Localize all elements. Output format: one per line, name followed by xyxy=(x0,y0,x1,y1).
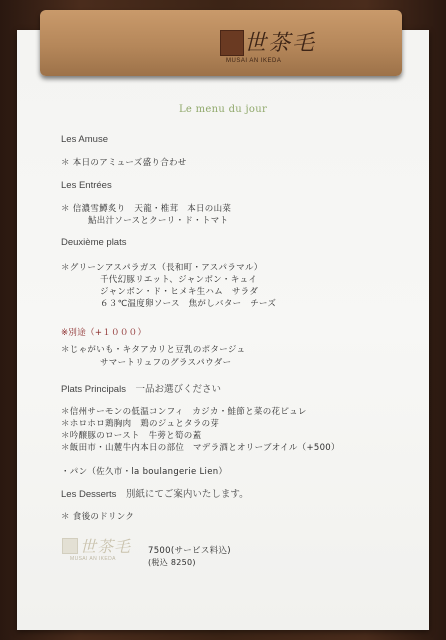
menu-item-drink: ＊ 食後のドリンク xyxy=(61,512,135,522)
section-heading-desserts: Les Desserts 別紙にてご案内いたします。 xyxy=(61,489,249,500)
menu-item-entrees-2: 鮎出汁ソースとクーリ・ド・トマト xyxy=(88,216,229,226)
menu-item-deuxieme-3: ジャンボン・ド・ヒメキ生ハム サラダ xyxy=(100,287,259,297)
section-heading-deuxieme: Deuxième plats xyxy=(61,237,127,248)
wooden-clipboard-header xyxy=(40,10,402,76)
restaurant-seal-logo xyxy=(220,30,244,56)
section-heading-principals: Plats Principals 一品お選びください xyxy=(61,384,221,395)
restaurant-logo-script: 世茶毛 xyxy=(244,31,317,56)
menu-item-bread: ・パン（佐久市・la boulangerie Lien） xyxy=(61,467,228,477)
price-line: 7500(サービス料込) xyxy=(148,546,231,556)
menu-item-deuxieme-2: 千代幻豚リエット、ジャンボン・キュイ xyxy=(100,275,258,285)
footer-seal-logo xyxy=(62,538,78,554)
section-heading-amuse: Les Amuse xyxy=(61,134,108,145)
menu-item-deuxieme-4: ６３℃温度卵ソース 焦がしバター チーズ xyxy=(100,299,277,309)
menu-item-amuse-1: ＊ 本日のアミューズ盛り合わせ xyxy=(61,158,187,168)
menu-item-principals-1: ＊信州サーモンの低温コンフィ カジカ・鮭節と菜の花ピュレ xyxy=(61,407,307,417)
footer-logo-script: 世茶毛 xyxy=(80,537,132,556)
section-heading-entrees: Les Entrées xyxy=(61,180,112,191)
menu-item-principals-4: ＊飯田市・山麓牛内本日の部位 マデラ酒とオリーブオイル（+500） xyxy=(61,443,340,453)
section-heading-extra: ※別途（+１０００） xyxy=(61,328,147,338)
menu-item-extra-2: サマートリュフのグラスパウダー xyxy=(100,358,232,368)
menu-title: Le menu du jour xyxy=(178,104,268,115)
tax-line: (税込 8250) xyxy=(148,558,196,567)
menu-item-extra-1: ＊じゃがいも・キタアカリと豆乳のポタージュ xyxy=(61,345,246,355)
restaurant-logo-subtitle: MUSAI AN IKEDA xyxy=(226,58,282,64)
footer-logo xyxy=(62,534,140,564)
footer-logo-subtitle: MUSAI AN IKEDA xyxy=(70,556,116,562)
menu-item-principals-2: ＊ホロホロ鶏胸肉 鶏のジュとタラの芽 xyxy=(61,419,220,429)
menu-item-entrees-1: ＊ 信濃雪鱒炙り 天龍・椎茸 本日の山菜 xyxy=(61,204,232,214)
menu-item-deuxieme-1: ＊グリーンアスパラガス（長和町・アスパラマル） xyxy=(61,263,263,273)
menu-item-principals-3: ＊吟醸豚のロースト 牛蒡と筍の蓋 xyxy=(61,431,202,441)
